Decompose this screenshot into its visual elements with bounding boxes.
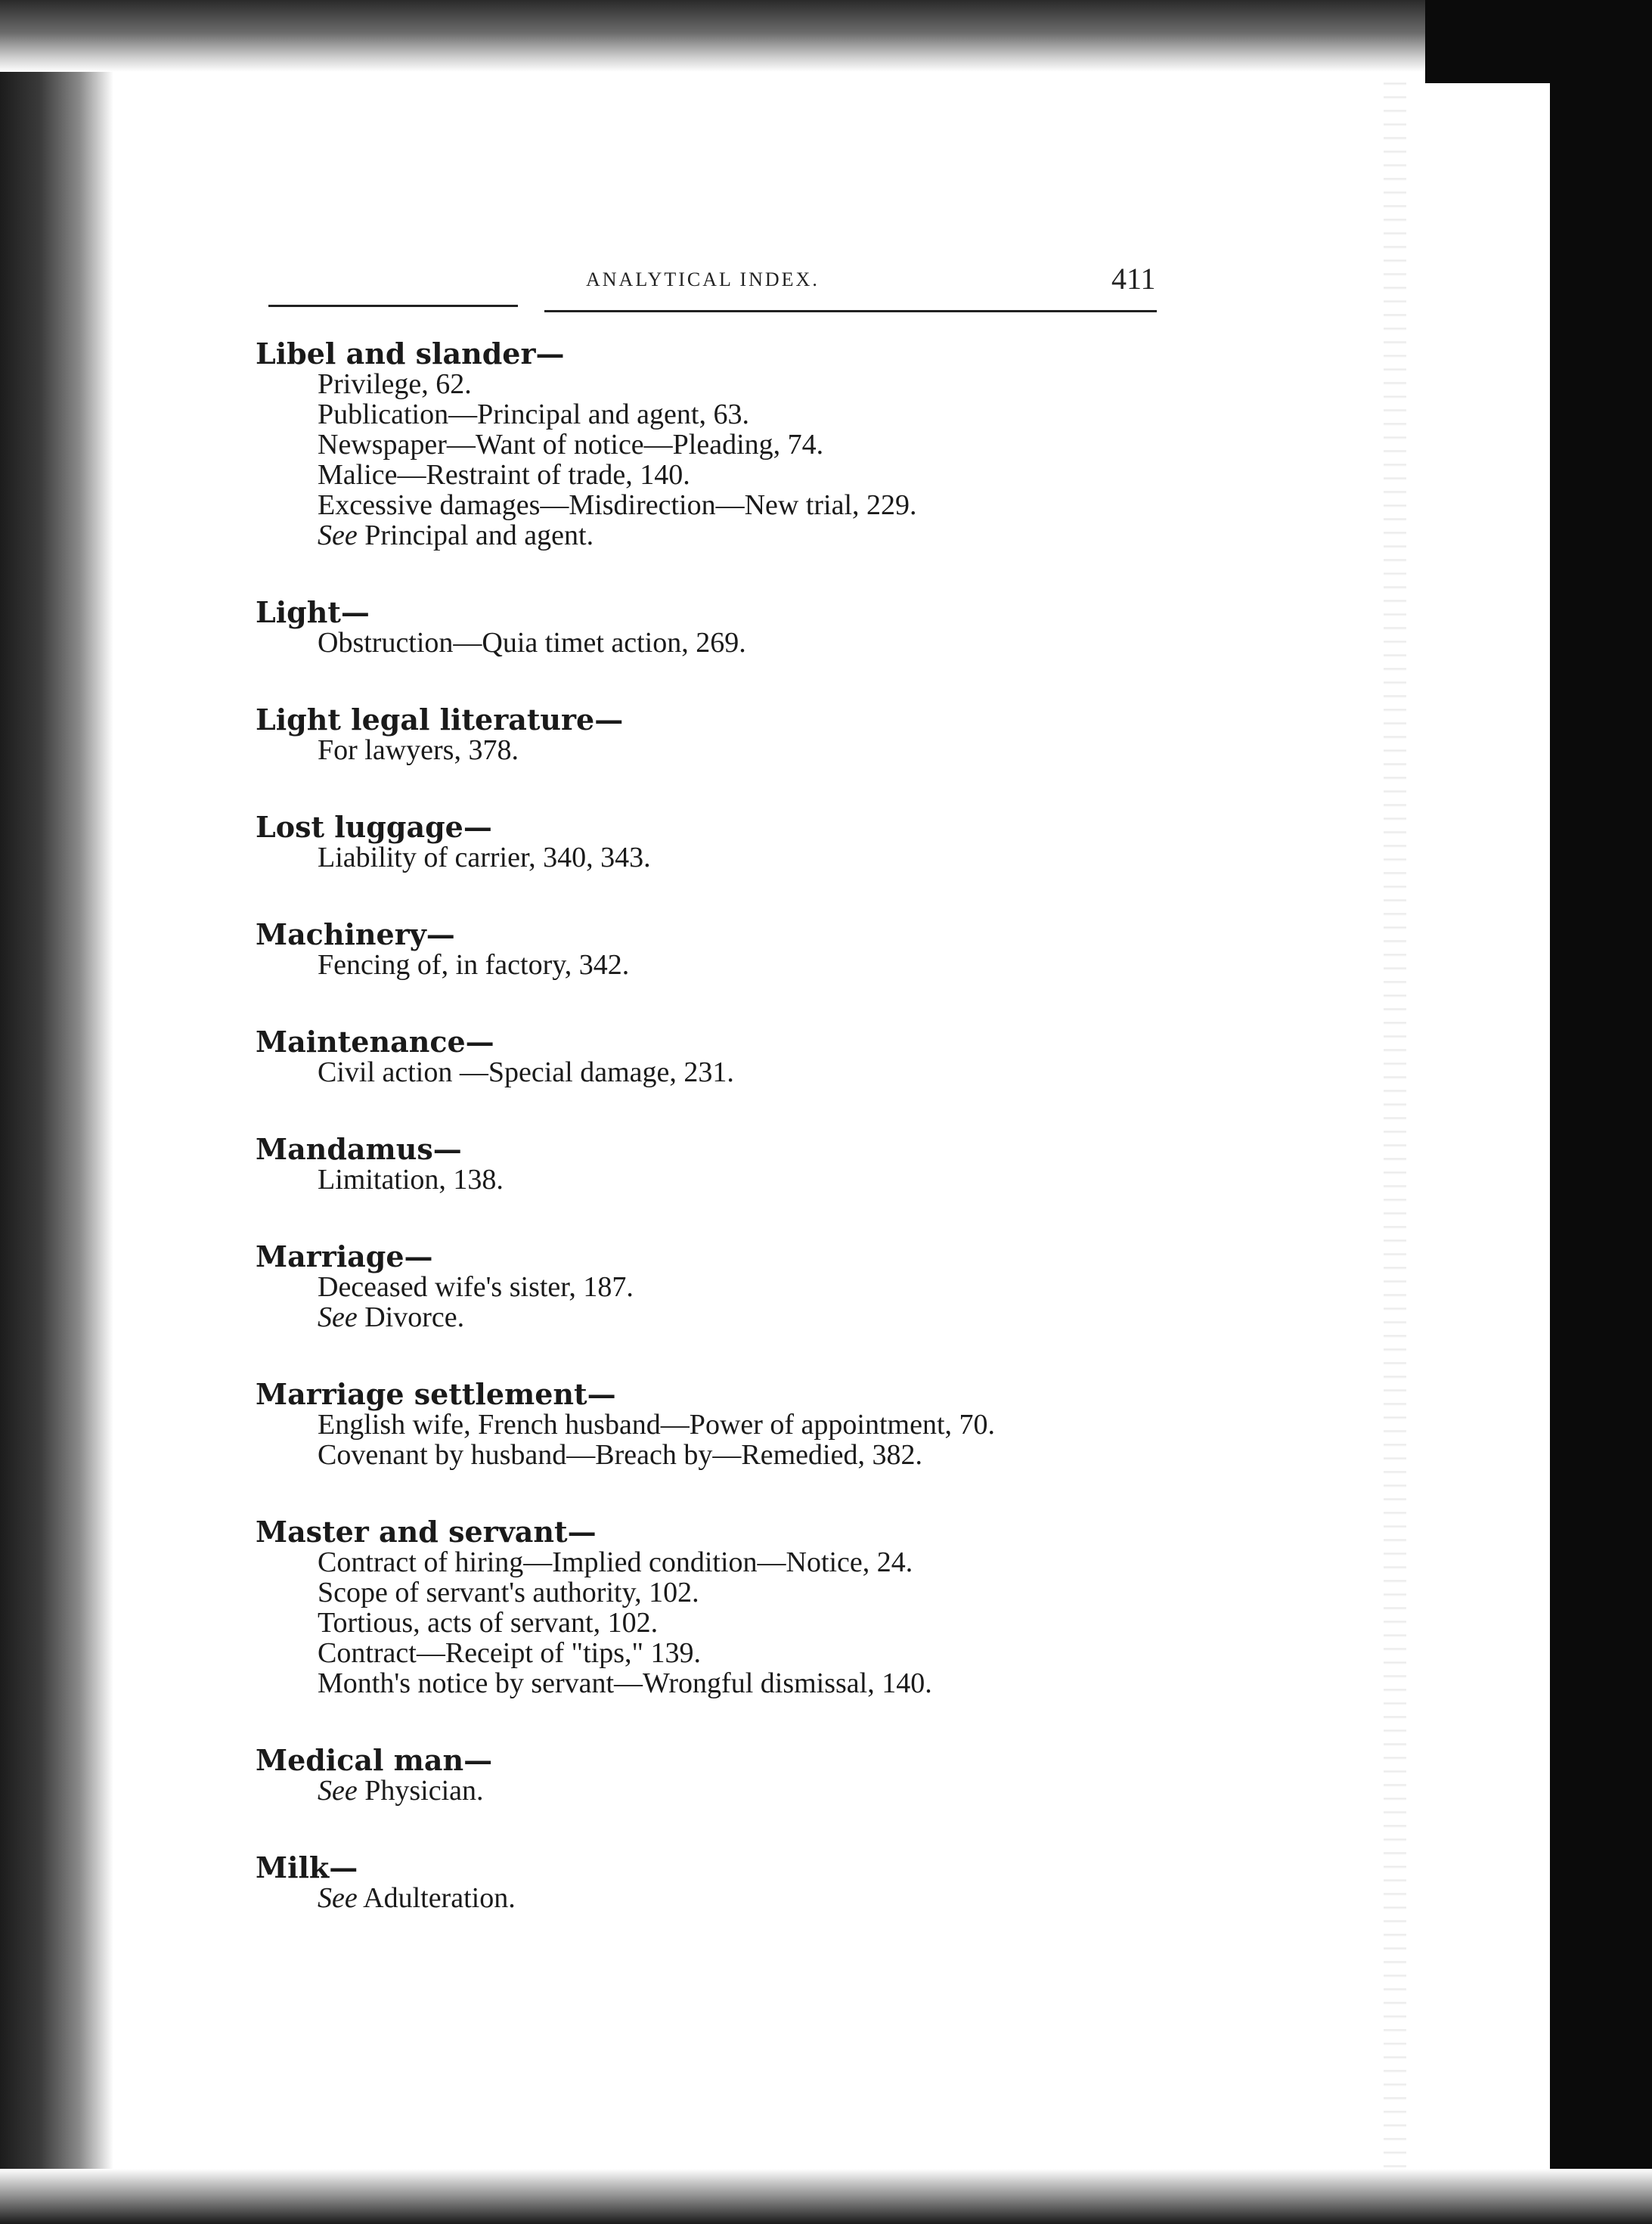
entry-subline: Privilege, 62. [318,368,472,400]
entry-subline: Newspaper—Want of notice—Pleading, 74. [318,429,824,461]
entry-heading: Machinery— [256,917,455,951]
see-target: Physician. [357,1775,484,1807]
header-rule-left [268,305,518,307]
entry-subline: Contract of hiring—Implied condition—Notice, 24. [318,1546,913,1578]
entry-heading: Milk— [256,1850,358,1884]
entry-subline: Fencing of, in factory, 342. [318,949,630,981]
running-head: ANALYTICAL INDEX. [586,268,820,290]
header-rule-right [544,310,1157,312]
entry-subline: Publication—Principal and agent, 63. [318,399,749,430]
entry-heading: Master and servant— [256,1515,597,1549]
scan-shadow-bottom [0,2169,1652,2224]
see-reference [256,1302,1375,1332]
see-label: See [318,1301,358,1333]
entry-heading: Medical man— [256,1743,493,1777]
entry-heading: Lost luggage— [256,810,492,844]
see-reference [256,520,1375,551]
entry-subline: Deceased wife's sister, 187. [318,1271,634,1303]
entry-heading: Light legal literature— [256,703,624,737]
scan-shadow-right [1550,64,1652,2224]
see-target: Divorce. [357,1301,465,1333]
index-entry [256,1239,1375,1333]
entry-subline: Scope of servant's authority, 102. [318,1577,699,1608]
entry-heading: Marriage settlement— [256,1377,616,1411]
index-entry [256,1134,1375,1195]
index-entry [256,1379,1375,1470]
entry-heading: Libel and slander— [256,337,565,371]
index-entry [256,1850,1375,1914]
entry-subline: Covenant by husband—Breach by—Remedied, 382. [318,1439,922,1471]
see-target: Adulteration. [357,1882,516,1914]
entry-subline: Month's notice by servant—Wrongful dismissal, 140. [318,1667,932,1699]
see-reference [256,1883,1375,1913]
index-entry [256,1745,1375,1806]
entry-subline: English wife, French husband—Power of appointment, 70. [318,1409,996,1441]
index-entry [256,917,1375,981]
entry-subline: Excessive damages—Misdirection—New trial, 229. [318,489,917,521]
scan-noise-strip [1384,72,1406,2189]
entry-subline: Contract—Receipt of "tips," 139. [318,1637,701,1669]
scan-shadow-top [0,0,1437,72]
index-entry [256,339,1375,551]
entry-subline: Limitation, 138. [318,1164,504,1196]
index-entry [256,812,1375,873]
entry-subline: Obstruction—Quia timet action, 269. [318,627,746,659]
index-entry [256,1027,1375,1087]
see-target: Principal and agent. [357,520,594,551]
index-entries [256,339,1375,1960]
entry-heading: Maintenance— [256,1025,494,1059]
entry-heading: Light— [256,595,370,629]
entry-subline: Liability of carrier, 340, 343. [318,842,651,873]
index-entry [256,597,1375,658]
see-label: See [318,1882,358,1914]
index-entry [256,705,1375,765]
entry-subline: Tortious, acts of servant, 102. [318,1607,659,1639]
page-number: 411 [1111,262,1156,296]
see-reference [256,1776,1375,1806]
entry-subline: Malice—Restraint of trade, 140. [318,459,690,491]
index-entry [256,1517,1375,1698]
entry-heading: Mandamus— [256,1132,462,1166]
entry-subline: For lawyers, 378. [318,734,519,766]
entry-subline: Civil action —Special damage, 231. [318,1056,734,1088]
scan-shadow-left [0,0,113,2224]
see-label: See [318,520,358,551]
entry-heading: Marriage— [256,1239,433,1273]
see-label: See [318,1775,358,1807]
